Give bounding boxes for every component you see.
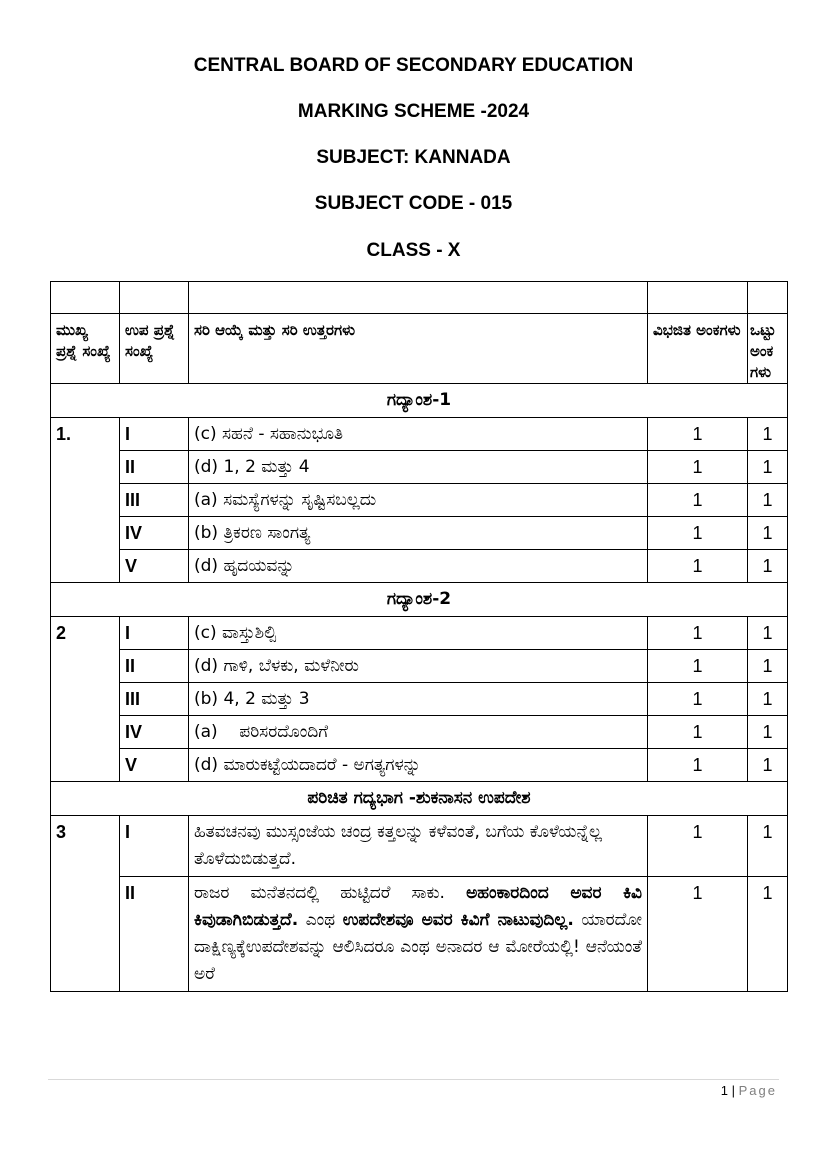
scheme-title: MARKING SCHEME -2024 (297, 101, 530, 122)
answer-part: ಎಂಥ (305, 910, 336, 930)
split-marks: 1 (648, 650, 748, 683)
answer-cell: (c) ಸಹನೆ - ಸಹಾನುಭೂತಿ (189, 418, 648, 451)
split-marks: 1 (648, 877, 748, 992)
answer-part: ಯಾರದೋ ದಾಕ್ಷಿಣ್ಯಕ್ಕೆಉಪದೇಶವನ್ನು ಆಲಿಸಿದರೂ ಎಂಥ ಅನಾದರ ಆ ಮೋರೆಯಲ್ಲಿ! ಆನೆಯಂತೆ ಅರೆ (194, 910, 642, 984)
table-blank-row (51, 282, 788, 314)
answer-cell: (d) 1, 2 ಮತ್ತು 4 (189, 451, 648, 484)
sub-question: III (120, 484, 189, 517)
table-row (51, 877, 788, 992)
sub-question: V (120, 749, 189, 782)
split-marks: 1 (648, 816, 748, 877)
total-marks: 1 (748, 617, 788, 650)
table-row (51, 816, 788, 877)
footer-separator: | (731, 1083, 735, 1098)
sub-question: I (120, 816, 189, 877)
section-title: ಗದ್ಯಾಂಶ-1 (51, 384, 788, 418)
table-row (51, 749, 788, 782)
table-header-row (51, 314, 788, 384)
col-header-sub-q: ಉಪ ಪ್ರಶ್ನೆ ಸಂಖ್ಯೆ (120, 314, 189, 384)
total-marks: 1 (748, 517, 788, 550)
table-row (51, 617, 788, 650)
page-label: Page (738, 1083, 777, 1098)
total-marks: 1 (748, 749, 788, 782)
col-header-total-marks: ಒಟ್ಟು ಅಂಕ ಗಳು (748, 314, 788, 384)
total-marks: 1 (748, 550, 788, 583)
table-row (51, 451, 788, 484)
answer-part-bold: ಅಹಂಕಾರದಿಂದ ಅವರ ಕಿವಿ ಕಿವುಡಾಗಿಬಿಡುತ್ತದೆ. (194, 883, 642, 930)
split-marks: 1 (648, 749, 748, 782)
sub-question: IV (120, 716, 189, 749)
split-marks: 1 (648, 617, 748, 650)
split-marks: 1 (648, 517, 748, 550)
table-row (51, 517, 788, 550)
section-row (51, 782, 788, 816)
answer-cell: (d) ಹೃದಯವನ್ನು (189, 550, 648, 583)
sub-question: II (120, 877, 189, 992)
footer-divider (48, 1079, 779, 1080)
split-marks: 1 (648, 550, 748, 583)
total-marks: 1 (748, 877, 788, 992)
class-title: CLASS - X (366, 240, 461, 261)
question-number: 2 (51, 617, 120, 782)
section-title: ಪರಿಚಿತ ಗದ್ಯಭಾಗ -ಶುಕನಾಸನ ಉಪದೇಶ (51, 782, 788, 816)
table-row (51, 550, 788, 583)
marking-scheme-table (50, 281, 788, 992)
sub-question: III (120, 683, 189, 716)
answer-cell: (b) ತ್ರಿಕರಣ ಸಾಂಗತ್ಯ (189, 517, 648, 550)
answer-part-bold: ಉಪದೇಶವೂ ಅವರ ಕಿವಿಗೆ ನಾಟುವುದಿಲ್ಲ. (342, 910, 574, 930)
col-header-main-q: ಮುಖ್ಯ ಪ್ರಶ್ನೆ ಸಂಖ್ಯೆ (51, 314, 120, 384)
sub-question: IV (120, 517, 189, 550)
answer-part: ರಾಜರ ಮನೆತನದಲ್ಲಿ ಹುಟ್ಟಿದರೆ ಸಾಕು. (194, 883, 445, 903)
total-marks: 1 (748, 451, 788, 484)
total-marks: 1 (748, 683, 788, 716)
split-marks: 1 (648, 418, 748, 451)
split-marks: 1 (648, 484, 748, 517)
subject-title: SUBJECT: KANNADA (316, 147, 511, 168)
total-marks: 1 (748, 484, 788, 517)
sub-question: I (120, 617, 189, 650)
question-number: 3 (51, 816, 120, 992)
answer-cell: (d) ಮಾರುಕಟ್ಟೆಯದಾದರೆ - ಅಗತ್ಯಗಳನ್ನು (189, 749, 648, 782)
col-header-answers: ಸರಿ ಆಯ್ಕೆ ಮತ್ತು ಸರಿ ಉತ್ತರಗಳು (189, 314, 648, 384)
answer-cell: (a) ಸಮಸ್ಯೆಗಳನ್ನು ಸೃಷ್ಟಿಸಬಲ್ಲದು (189, 484, 648, 517)
page-footer (600, 1083, 777, 1098)
split-marks: 1 (648, 716, 748, 749)
section-title: ಗದ್ಯಾಂಶ-2 (51, 583, 788, 617)
total-marks: 1 (748, 650, 788, 683)
question-number: 1. (51, 418, 120, 583)
sub-question: II (120, 451, 189, 484)
col-header-split-marks: ವಿಭಜಿತ ಅಂಕಗಳು (648, 314, 748, 384)
total-marks: 1 (748, 716, 788, 749)
answer-cell: (a) ಪರಿಸರದೊಂದಿಗೆ (189, 716, 648, 749)
total-marks: 1 (748, 418, 788, 451)
total-marks: 1 (748, 816, 788, 877)
split-marks: 1 (648, 683, 748, 716)
subject-code: SUBJECT CODE - 015 (314, 193, 513, 214)
answer-cell: ಹಿತವಚನವು ಮುಸ್ಸಂಜೆಯ ಚಂದ್ರ ಕತ್ತಲನ್ನು ಕಳೆವಂತೆ, ಬಗೆಯ ಕೊಳೆಯನ್ನೆಲ್ಲ ತೊಳೆದುಬಿಡುತ್ತದೆ. (189, 816, 648, 877)
answer-cell: (d) ಗಾಳಿ, ಬೆಳಕು, ಮಳೆನೀರು (189, 650, 648, 683)
split-marks: 1 (648, 451, 748, 484)
page-number: 1 (720, 1083, 728, 1098)
sub-question: V (120, 550, 189, 583)
answer-cell (189, 877, 648, 992)
table-row (51, 484, 788, 517)
answer-cell: (c) ವಾಸ್ತುಶಿಲ್ಪಿ (189, 617, 648, 650)
board-title: CENTRAL BOARD OF SECONDARY EDUCATION (193, 55, 634, 76)
table-row (51, 418, 788, 451)
section-row (51, 583, 788, 617)
answer-cell: (b) 4, 2 ಮತ್ತು 3 (189, 683, 648, 716)
table-row (51, 683, 788, 716)
table-row (51, 716, 788, 749)
sub-question: I (120, 418, 189, 451)
table-row (51, 650, 788, 683)
section-row (51, 384, 788, 418)
sub-question: II (120, 650, 189, 683)
